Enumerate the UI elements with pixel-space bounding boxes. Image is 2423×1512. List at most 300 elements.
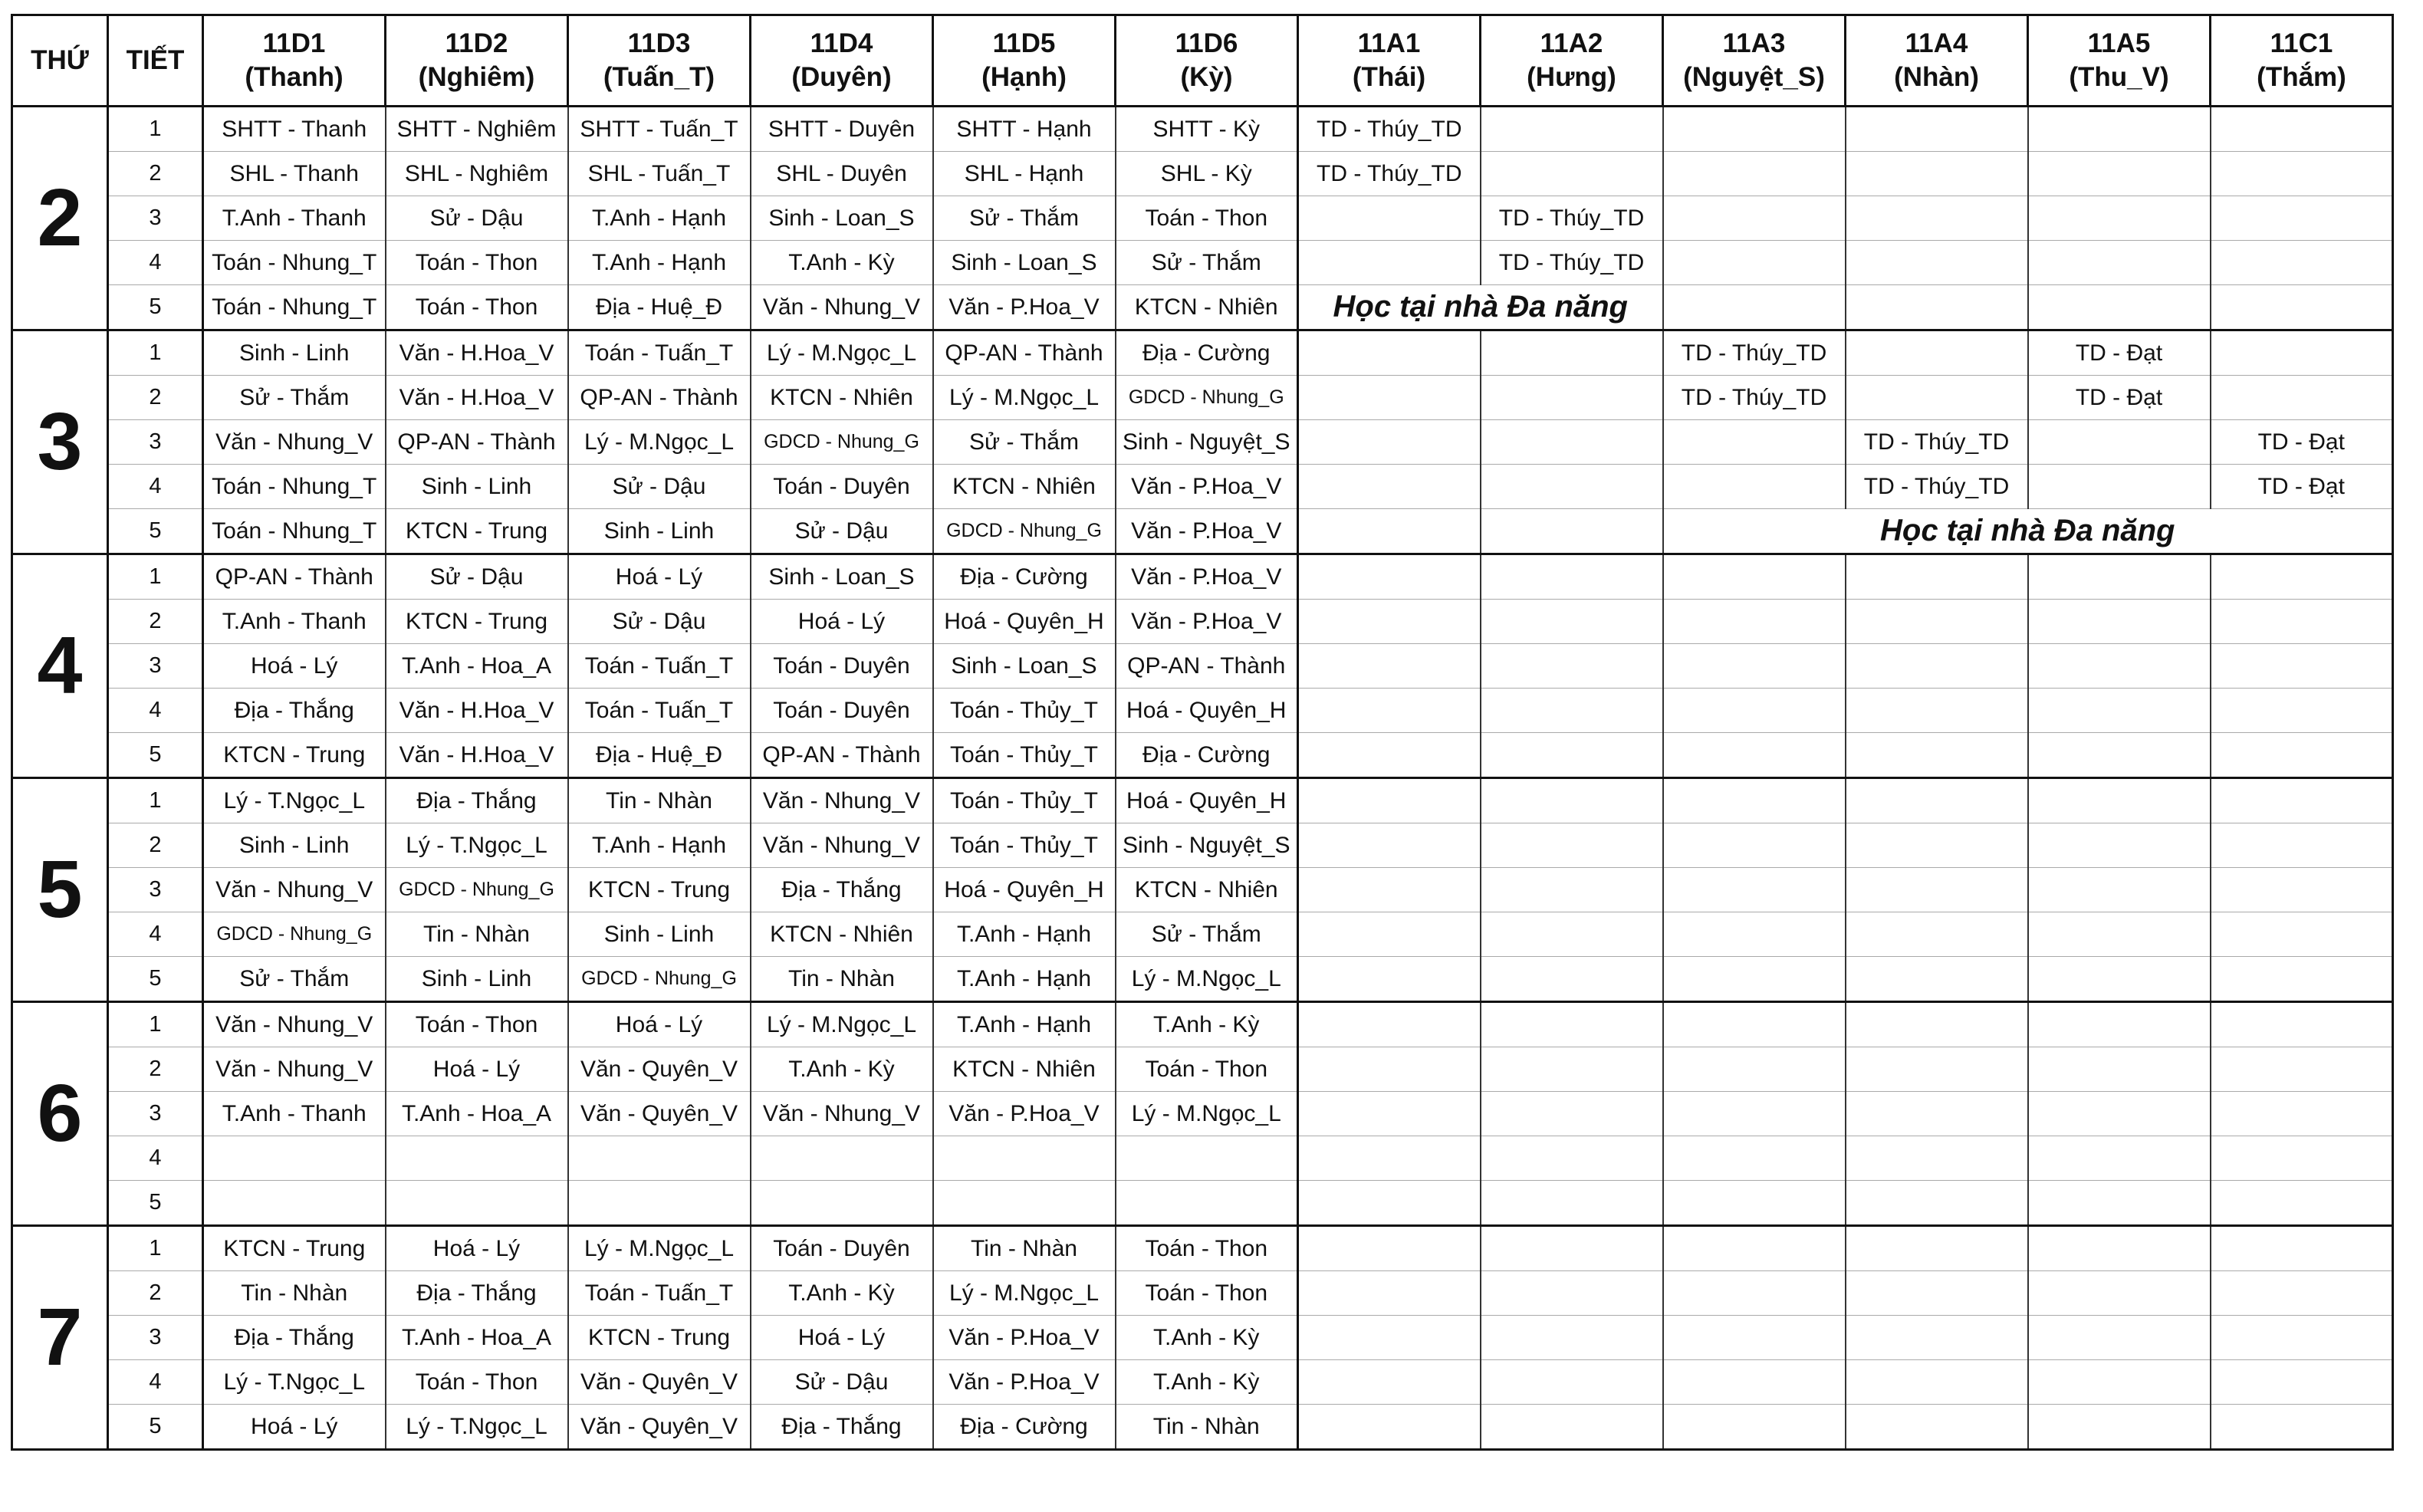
schedule-cell — [1298, 1002, 1481, 1047]
schedule-cell: Lý - T.Ngọc_L — [203, 1360, 386, 1405]
period-number: 4 — [108, 912, 203, 957]
schedule-cell: GDCD - Nhung_G — [386, 868, 568, 912]
schedule-cell: QP-AN - Thành — [751, 733, 933, 778]
schedule-cell: T.Anh - Thanh — [203, 1092, 386, 1136]
schedule-cell — [1663, 107, 1846, 152]
schedule-cell: SHTT - Thanh — [203, 107, 386, 152]
timetable — [11, 14, 2394, 1451]
table-row — [12, 823, 2393, 868]
schedule-cell: TD - Thúy_TD — [1846, 465, 2028, 509]
table-row — [12, 868, 2393, 912]
schedule-cell: Lý - T.Ngọc_L — [203, 778, 386, 823]
schedule-cell — [386, 1181, 568, 1226]
schedule-cell: Sử - Dậu — [386, 196, 568, 241]
merged-note-cell: Học tại nhà Đa năng — [1663, 509, 2393, 554]
schedule-cell — [1298, 1226, 1481, 1271]
schedule-cell: Toán - Thủy_T — [933, 823, 1116, 868]
class-code: 11C1 — [2270, 28, 2333, 58]
schedule-cell: T.Anh - Hạnh — [568, 241, 751, 285]
schedule-cell: Địa - Thắng — [203, 1316, 386, 1360]
schedule-cell: Văn - Quyên_V — [568, 1360, 751, 1405]
schedule-cell: Sử - Dậu — [751, 1360, 933, 1405]
schedule-cell: Toán - Duyên — [751, 644, 933, 689]
schedule-cell — [1846, 1405, 2028, 1450]
schedule-cell: Toán - Nhung_T — [203, 241, 386, 285]
schedule-cell — [2028, 554, 2211, 600]
schedule-cell: Sử - Thắm — [933, 420, 1116, 465]
schedule-cell — [1298, 778, 1481, 823]
schedule-cell: SHL - Kỳ — [1116, 152, 1298, 196]
class-header-11d6 — [1116, 15, 1298, 107]
schedule-cell — [1663, 1181, 1846, 1226]
schedule-cell: KTCN - Nhiên — [933, 1047, 1116, 1092]
schedule-cell: Toán - Nhung_T — [203, 509, 386, 554]
schedule-cell: Văn - Quyên_V — [568, 1047, 751, 1092]
schedule-cell: QP-AN - Thành — [933, 330, 1116, 376]
schedule-cell: TD - Thúy_TD — [1481, 241, 1663, 285]
schedule-cell — [1481, 1047, 1663, 1092]
schedule-cell: Hoá - Lý — [568, 554, 751, 600]
schedule-cell — [1298, 912, 1481, 957]
schedule-cell: KTCN - Trung — [203, 1226, 386, 1271]
schedule-cell — [1663, 733, 1846, 778]
schedule-cell — [2028, 1316, 2211, 1360]
class-header-11d2 — [386, 15, 568, 107]
schedule-cell — [1481, 1271, 1663, 1316]
schedule-cell — [1298, 554, 1481, 600]
schedule-cell: Toán - Thon — [1116, 196, 1298, 241]
period-number: 4 — [108, 1360, 203, 1405]
schedule-cell: GDCD - Nhung_G — [203, 912, 386, 957]
schedule-cell — [1298, 420, 1481, 465]
schedule-cell — [1481, 554, 1663, 600]
schedule-cell: TD - Thúy_TD — [1298, 107, 1481, 152]
schedule-cell: Lý - M.Ngọc_L — [751, 330, 933, 376]
schedule-cell — [1663, 1405, 1846, 1450]
schedule-cell — [1481, 330, 1663, 376]
schedule-cell — [1298, 376, 1481, 420]
schedule-cell: Toán - Thủy_T — [933, 778, 1116, 823]
schedule-cell — [2211, 554, 2393, 600]
schedule-cell: Toán - Thon — [386, 241, 568, 285]
schedule-cell: Văn - P.Hoa_V — [1116, 554, 1298, 600]
schedule-cell: KTCN - Trung — [386, 509, 568, 554]
schedule-cell — [2028, 644, 2211, 689]
schedule-cell: Toán - Thon — [1116, 1271, 1298, 1316]
schedule-cell: T.Anh - Hạnh — [933, 957, 1116, 1002]
schedule-cell — [1846, 823, 2028, 868]
schedule-cell: Hoá - Quyên_H — [933, 868, 1116, 912]
class-code: 11D4 — [810, 28, 873, 58]
schedule-cell: Tin - Nhàn — [568, 778, 751, 823]
class-code: 11D2 — [445, 28, 508, 58]
class-teacher: (Tuấn_T) — [603, 62, 715, 92]
schedule-cell: Toán - Thon — [1116, 1047, 1298, 1092]
schedule-cell — [2211, 957, 2393, 1002]
schedule-cell: Địa - Huệ_Đ — [568, 733, 751, 778]
schedule-cell: Hoá - Quyên_H — [933, 600, 1116, 644]
table-row — [12, 1092, 2393, 1136]
schedule-cell — [2028, 1181, 2211, 1226]
schedule-cell — [1481, 509, 1663, 554]
class-header-11a1 — [1298, 15, 1481, 107]
schedule-cell — [1846, 912, 2028, 957]
period-number: 5 — [108, 1405, 203, 1450]
class-code: 11D5 — [992, 28, 1056, 58]
schedule-cell — [1663, 241, 1846, 285]
schedule-cell: Sử - Thắm — [203, 376, 386, 420]
schedule-cell: T.Anh - Hoa_A — [386, 1092, 568, 1136]
class-teacher: (Kỳ) — [1180, 62, 1233, 92]
schedule-cell — [1298, 733, 1481, 778]
schedule-cell: QP-AN - Thành — [203, 554, 386, 600]
schedule-cell — [1298, 1405, 1481, 1450]
schedule-cell: SHTT - Duyên — [751, 107, 933, 152]
period-column-header: TIẾT — [108, 15, 203, 107]
class-teacher: (Thanh) — [245, 62, 344, 92]
schedule-cell: Toán - Thủy_T — [933, 689, 1116, 733]
period-number: 2 — [108, 1271, 203, 1316]
class-teacher: (Nghiêm) — [418, 62, 535, 92]
schedule-cell: TD - Thúy_TD — [1298, 152, 1481, 196]
schedule-cell — [1663, 689, 1846, 733]
schedule-cell — [2211, 1316, 2393, 1360]
schedule-cell: Toán - Duyên — [751, 689, 933, 733]
class-code: 11D3 — [627, 28, 691, 58]
schedule-cell — [1846, 1271, 2028, 1316]
schedule-cell: SHL - Thanh — [203, 152, 386, 196]
schedule-cell: Văn - Quyên_V — [568, 1092, 751, 1136]
schedule-cell: Địa - Thắng — [386, 1271, 568, 1316]
schedule-cell: Sinh - Loan_S — [751, 196, 933, 241]
schedule-cell: T.Anh - Hạnh — [568, 196, 751, 241]
schedule-cell — [1846, 1136, 2028, 1181]
schedule-cell: Văn - P.Hoa_V — [933, 1316, 1116, 1360]
schedule-cell — [1298, 1047, 1481, 1092]
schedule-cell: GDCD - Nhung_G — [751, 420, 933, 465]
schedule-cell — [1663, 285, 1846, 330]
schedule-cell: T.Anh - Kỳ — [1116, 1316, 1298, 1360]
schedule-cell — [2211, 330, 2393, 376]
schedule-cell — [2211, 1136, 2393, 1181]
schedule-cell — [2211, 644, 2393, 689]
class-header-11a4 — [1846, 15, 2028, 107]
schedule-cell: KTCN - Trung — [386, 600, 568, 644]
schedule-cell — [1846, 1226, 2028, 1271]
schedule-cell: QP-AN - Thành — [568, 376, 751, 420]
schedule-cell: T.Anh - Hạnh — [568, 823, 751, 868]
schedule-cell — [1481, 1316, 1663, 1360]
schedule-cell: Sử - Thắm — [1116, 241, 1298, 285]
schedule-cell: KTCN - Trung — [568, 868, 751, 912]
schedule-cell — [751, 1181, 933, 1226]
period-number: 5 — [108, 957, 203, 1002]
table-row — [12, 1047, 2393, 1092]
period-number: 2 — [108, 1047, 203, 1092]
schedule-cell — [1298, 1181, 1481, 1226]
schedule-cell: Toán - Nhung_T — [203, 285, 386, 330]
class-code: 11A5 — [2087, 28, 2151, 58]
schedule-cell — [1481, 1226, 1663, 1271]
schedule-cell: Hoá - Lý — [751, 1316, 933, 1360]
table-row — [12, 912, 2393, 957]
schedule-cell: Tin - Nhàn — [933, 1226, 1116, 1271]
schedule-cell — [1481, 957, 1663, 1002]
schedule-cell — [2211, 689, 2393, 733]
schedule-cell — [1663, 465, 1846, 509]
schedule-cell — [1298, 196, 1481, 241]
schedule-cell: T.Anh - Kỳ — [751, 241, 933, 285]
period-number: 1 — [108, 1002, 203, 1047]
period-number: 3 — [108, 1316, 203, 1360]
schedule-cell: SHTT - Nghiêm — [386, 107, 568, 152]
schedule-cell — [1846, 1002, 2028, 1047]
class-code: 11A1 — [1357, 28, 1421, 58]
schedule-cell — [1298, 1271, 1481, 1316]
schedule-cell: TD - Đạt — [2028, 376, 2211, 420]
class-code: 11A3 — [1722, 28, 1786, 58]
schedule-cell: KTCN - Nhiên — [1116, 868, 1298, 912]
schedule-cell: Lý - M.Ngọc_L — [568, 1226, 751, 1271]
schedule-cell: Toán - Tuấn_T — [568, 1271, 751, 1316]
schedule-cell — [2028, 1002, 2211, 1047]
table-row — [12, 1360, 2393, 1405]
table-row — [12, 644, 2393, 689]
class-teacher: (Nguyệt_S) — [1683, 62, 1825, 92]
schedule-cell: Toán - Tuấn_T — [568, 689, 751, 733]
schedule-cell — [1846, 1092, 2028, 1136]
schedule-cell — [1846, 241, 2028, 285]
schedule-cell — [1298, 868, 1481, 912]
schedule-cell: TD - Đạt — [2028, 330, 2211, 376]
schedule-cell: Lý - T.Ngọc_L — [386, 1405, 568, 1450]
schedule-cell — [2211, 1181, 2393, 1226]
schedule-cell — [2211, 778, 2393, 823]
schedule-cell: Toán - Tuấn_T — [568, 644, 751, 689]
schedule-cell — [1663, 196, 1846, 241]
schedule-cell: T.Anh - Hoa_A — [386, 644, 568, 689]
schedule-cell: KTCN - Nhiên — [933, 465, 1116, 509]
schedule-cell: Sử - Dậu — [386, 554, 568, 600]
schedule-cell — [751, 1136, 933, 1181]
schedule-cell: SHTT - Tuấn_T — [568, 107, 751, 152]
schedule-cell: T.Anh - Kỳ — [1116, 1360, 1298, 1405]
table-row — [12, 1405, 2393, 1450]
schedule-cell — [1481, 1405, 1663, 1450]
schedule-cell — [2211, 912, 2393, 957]
schedule-cell: Văn - Nhung_V — [751, 823, 933, 868]
class-teacher: (Thu_V) — [2069, 62, 2169, 92]
schedule-cell: Tin - Nhàn — [1116, 1405, 1298, 1450]
schedule-cell: Toán - Thon — [386, 285, 568, 330]
schedule-cell — [568, 1181, 751, 1226]
schedule-cell — [1116, 1181, 1298, 1226]
class-header-11d3 — [568, 15, 751, 107]
period-number: 4 — [108, 465, 203, 509]
schedule-cell: Lý - M.Ngọc_L — [933, 1271, 1116, 1316]
schedule-cell — [1298, 1092, 1481, 1136]
day-number: 5 — [12, 778, 108, 1002]
schedule-cell — [1298, 241, 1481, 285]
table-row — [12, 1316, 2393, 1360]
schedule-cell: Lý - T.Ngọc_L — [386, 823, 568, 868]
period-number: 3 — [108, 644, 203, 689]
schedule-cell — [2028, 868, 2211, 912]
period-number: 4 — [108, 1136, 203, 1181]
schedule-cell: Sinh - Loan_S — [933, 644, 1116, 689]
schedule-cell: GDCD - Nhung_G — [933, 509, 1116, 554]
schedule-cell — [1846, 689, 2028, 733]
schedule-cell — [1298, 1136, 1481, 1181]
schedule-cell — [2028, 1047, 2211, 1092]
schedule-cell — [2028, 778, 2211, 823]
schedule-cell — [1298, 330, 1481, 376]
period-number: 4 — [108, 241, 203, 285]
schedule-cell — [2211, 1047, 2393, 1092]
schedule-cell: Sinh - Loan_S — [751, 554, 933, 600]
schedule-cell — [2211, 823, 2393, 868]
schedule-cell: TD - Đạt — [2211, 465, 2393, 509]
schedule-cell — [1481, 600, 1663, 644]
schedule-cell: Sinh - Linh — [386, 957, 568, 1002]
schedule-cell — [1481, 1360, 1663, 1405]
schedule-cell: Hoá - Lý — [386, 1226, 568, 1271]
schedule-cell — [1663, 868, 1846, 912]
schedule-cell: SHL - Nghiêm — [386, 152, 568, 196]
schedule-cell — [1298, 600, 1481, 644]
schedule-cell: Lý - M.Ngọc_L — [1116, 957, 1298, 1002]
schedule-cell — [1298, 509, 1481, 554]
schedule-cell — [568, 1136, 751, 1181]
class-header-11a5 — [2028, 15, 2211, 107]
period-number: 1 — [108, 1226, 203, 1271]
schedule-cell — [2028, 107, 2211, 152]
period-number: 3 — [108, 1092, 203, 1136]
schedule-cell: T.Anh - Thanh — [203, 600, 386, 644]
class-header-11d5 — [933, 15, 1116, 107]
schedule-cell: Văn - P.Hoa_V — [1116, 509, 1298, 554]
schedule-cell: Văn - P.Hoa_V — [1116, 465, 1298, 509]
class-header-11c1 — [2211, 15, 2393, 107]
schedule-cell: Sinh - Linh — [568, 912, 751, 957]
table-row — [12, 1136, 2393, 1181]
schedule-cell — [2211, 241, 2393, 285]
schedule-cell — [1481, 689, 1663, 733]
table-row — [12, 1181, 2393, 1226]
schedule-cell — [2211, 1405, 2393, 1450]
schedule-cell — [933, 1136, 1116, 1181]
period-number: 2 — [108, 600, 203, 644]
timetable-body — [12, 107, 2393, 1450]
period-number: 1 — [108, 778, 203, 823]
class-teacher: (Thắm) — [2257, 62, 2346, 92]
schedule-cell — [1481, 823, 1663, 868]
schedule-cell — [2211, 152, 2393, 196]
schedule-cell — [1663, 912, 1846, 957]
period-number: 2 — [108, 823, 203, 868]
schedule-cell: Tin - Nhàn — [203, 1271, 386, 1316]
schedule-cell — [2028, 420, 2211, 465]
schedule-cell — [1846, 644, 2028, 689]
schedule-cell — [2028, 285, 2211, 330]
schedule-cell — [1846, 554, 2028, 600]
schedule-cell: Văn - Nhung_V — [203, 420, 386, 465]
schedule-cell — [1846, 152, 2028, 196]
period-number: 1 — [108, 107, 203, 152]
schedule-cell — [2028, 823, 2211, 868]
schedule-cell: T.Anh - Thanh — [203, 196, 386, 241]
schedule-cell — [1663, 1136, 1846, 1181]
schedule-cell — [1663, 554, 1846, 600]
schedule-cell: TD - Thúy_TD — [1663, 376, 1846, 420]
schedule-cell: SHL - Hạnh — [933, 152, 1116, 196]
schedule-cell — [2211, 376, 2393, 420]
schedule-cell: Sinh - Linh — [203, 823, 386, 868]
table-row — [12, 241, 2393, 285]
table-row — [12, 465, 2393, 509]
schedule-cell: KTCN - Trung — [568, 1316, 751, 1360]
schedule-cell: Sử - Thắm — [1116, 912, 1298, 957]
schedule-cell: Sử - Dậu — [751, 509, 933, 554]
schedule-cell: Sinh - Linh — [203, 330, 386, 376]
class-teacher: (Nhàn) — [1894, 62, 1979, 92]
schedule-cell: KTCN - Nhiên — [1116, 285, 1298, 330]
schedule-cell: SHL - Duyên — [751, 152, 933, 196]
schedule-cell: Hoá - Lý — [568, 1002, 751, 1047]
schedule-cell — [1481, 868, 1663, 912]
schedule-cell: Hoá - Lý — [386, 1047, 568, 1092]
schedule-cell: Hoá - Quyên_H — [1116, 689, 1298, 733]
period-number: 2 — [108, 376, 203, 420]
schedule-cell — [1663, 1092, 1846, 1136]
schedule-cell — [2028, 1136, 2211, 1181]
table-row — [12, 957, 2393, 1002]
schedule-cell: Địa - Thắng — [751, 1405, 933, 1450]
schedule-cell: Toán - Thon — [1116, 1226, 1298, 1271]
schedule-cell — [1481, 376, 1663, 420]
table-row — [12, 733, 2393, 778]
table-row — [12, 285, 2393, 330]
class-code: 11A4 — [1905, 28, 1968, 58]
schedule-cell — [1481, 644, 1663, 689]
class-teacher: (Hạnh) — [981, 62, 1067, 92]
class-teacher: (Thái) — [1352, 62, 1426, 92]
schedule-cell — [933, 1181, 1116, 1226]
day-number: 4 — [12, 554, 108, 778]
schedule-cell: SHTT - Kỳ — [1116, 107, 1298, 152]
schedule-cell: Địa - Huệ_Đ — [568, 285, 751, 330]
schedule-cell: T.Anh - Hoa_A — [386, 1316, 568, 1360]
class-code: 11A2 — [1540, 28, 1603, 58]
schedule-cell: Sử - Dậu — [568, 465, 751, 509]
schedule-cell — [1481, 420, 1663, 465]
schedule-cell — [1663, 152, 1846, 196]
schedule-cell — [1846, 600, 2028, 644]
schedule-cell: Lý - M.Ngọc_L — [933, 376, 1116, 420]
schedule-cell — [1846, 733, 2028, 778]
schedule-cell: KTCN - Nhiên — [751, 912, 933, 957]
schedule-cell: Sinh - Loan_S — [933, 241, 1116, 285]
schedule-cell — [2211, 196, 2393, 241]
day-number: 6 — [12, 1002, 108, 1226]
schedule-cell — [2028, 912, 2211, 957]
schedule-cell — [1481, 778, 1663, 823]
schedule-cell: Lý - M.Ngọc_L — [751, 1002, 933, 1047]
schedule-cell — [1663, 823, 1846, 868]
schedule-cell — [2211, 1092, 2393, 1136]
schedule-cell: Văn - P.Hoa_V — [933, 285, 1116, 330]
table-row — [12, 330, 2393, 376]
